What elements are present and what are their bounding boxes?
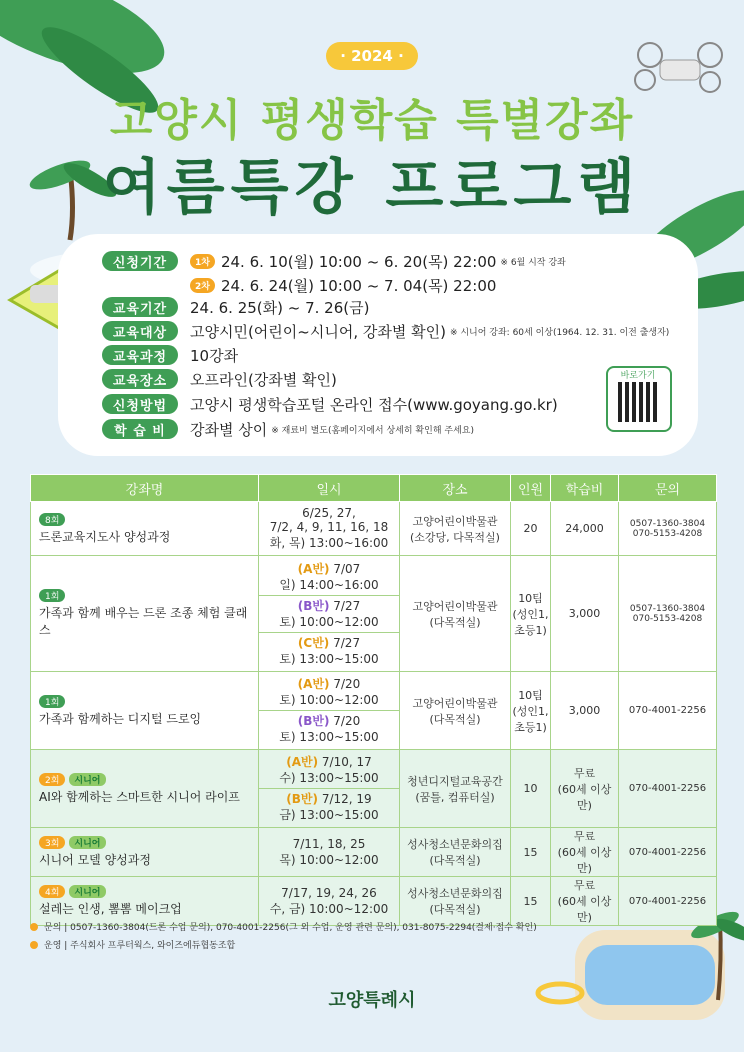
course-value: 10강좌 bbox=[190, 346, 239, 365]
place-row bbox=[102, 368, 337, 390]
col-header-name: 강좌명 bbox=[31, 475, 259, 502]
ban-b-label: (B반) bbox=[297, 598, 330, 613]
fee-cell: 24,000 bbox=[551, 502, 619, 556]
sun-icon bbox=[30, 923, 38, 931]
contact-cell: 0507-1360-3804 070-5153-4208 bbox=[619, 502, 717, 556]
round1-date: 24. 6. 10(월) 10:00 ~ 6. 20(목) 22:00 bbox=[220, 252, 497, 271]
col-header-date: 일시 bbox=[259, 475, 400, 502]
apply-row bbox=[102, 250, 566, 272]
session-b-time: 7/20 토) 13:00~15:00 bbox=[279, 714, 379, 744]
fee-cell: 무료 (60세 이상만) bbox=[551, 828, 619, 877]
place-value: 오프라인(강좌별 확인) bbox=[190, 370, 337, 389]
count-badge: 1회 bbox=[39, 589, 65, 602]
contact-cell: 070-4001-2256 bbox=[619, 877, 717, 926]
round2-tag: 2차 bbox=[190, 278, 215, 293]
target-note: ※ 시니어 강좌: 60세 이상(1964. 12. 31. 이전 출생자) bbox=[449, 327, 670, 338]
course-row bbox=[102, 344, 238, 366]
fee-cell: 3,000 bbox=[551, 672, 619, 750]
sun-icon bbox=[30, 941, 38, 949]
cap-cell: 15 bbox=[511, 828, 551, 877]
footer-inquiry bbox=[30, 920, 537, 933]
session-a bbox=[259, 674, 399, 711]
cap-cell: 10 bbox=[511, 750, 551, 828]
course-cell bbox=[31, 502, 259, 556]
course-cell bbox=[31, 877, 259, 926]
senior-tag: 시니어 bbox=[69, 773, 105, 786]
target-label: 교육대상 bbox=[102, 321, 178, 341]
qr-code-icon[interactable] bbox=[618, 382, 658, 422]
date-cell: 6/25, 27, 7/2, 4, 9, 11, 16, 18 화, 목) 13:00~16:00 bbox=[259, 502, 400, 556]
course-name: AI와 함께하는 스마트한 시니어 라이프 bbox=[39, 789, 240, 804]
session-b bbox=[259, 789, 399, 825]
table-row bbox=[31, 828, 717, 877]
col-header-cap: 인원 bbox=[511, 475, 551, 502]
table-row bbox=[31, 750, 717, 828]
session-b-time: 7/12, 19 금) 13:00~15:00 bbox=[279, 792, 379, 822]
place-cell: 성사청소년문화의집 (다목적실) bbox=[400, 877, 511, 926]
fee-cell: 무료 (60세 이상만) bbox=[551, 877, 619, 926]
course-cell bbox=[31, 672, 259, 750]
date-cell: 7/11, 18, 25 목) 10:00~12:00 bbox=[259, 828, 400, 877]
table-row bbox=[31, 877, 717, 926]
schedule-table bbox=[30, 474, 717, 926]
table-row bbox=[31, 556, 717, 672]
operator-text: 운영 | 주식회사 프루터웍스, 와이즈에듀협동조합 bbox=[44, 941, 236, 951]
table-row bbox=[31, 672, 717, 750]
inquiry-text: 문의 | 0507-1360-3804(드론 수업 문의), 070-4001-2256(그 외 수업, 운영 관련 문의), 031-8075-2294(결제·접수 확인) bbox=[44, 923, 537, 933]
count-badge: 2회 bbox=[39, 773, 65, 786]
table-row bbox=[31, 502, 717, 556]
col-header-fee: 학습비 bbox=[551, 475, 619, 502]
session-a bbox=[259, 559, 399, 596]
period-row bbox=[102, 296, 369, 318]
session-b bbox=[259, 596, 399, 633]
table-header-row bbox=[31, 475, 717, 502]
apply-label: 신청기간 bbox=[102, 251, 178, 271]
course-name: 시니어 모델 양성과정 bbox=[39, 853, 151, 867]
contact-cell: 070-4001-2256 bbox=[619, 828, 717, 877]
course-label: 교육과정 bbox=[102, 345, 178, 365]
ban-b-label: (B반) bbox=[286, 792, 319, 806]
method-value[interactable]: 고양시 평생학습포털 온라인 접수(www.goyang.go.kr) bbox=[190, 395, 558, 414]
round1-note: ※ 6월 시작 강좌 bbox=[500, 257, 566, 268]
goyang-logo: 고양특례시 bbox=[328, 990, 416, 1011]
place-label: 교육장소 bbox=[102, 369, 178, 389]
session-c-time: 7/27 토) 13:00~15:00 bbox=[279, 635, 379, 666]
round2-row bbox=[190, 274, 496, 296]
session-a bbox=[259, 752, 399, 789]
session-a-time: 7/10, 17 수) 13:00~15:00 bbox=[279, 755, 379, 785]
fee-cell: 3,000 bbox=[551, 556, 619, 672]
count-badge: 3회 bbox=[39, 836, 65, 849]
footer-operator bbox=[30, 938, 235, 951]
session-b-time: 7/27 토) 10:00~12:00 bbox=[279, 598, 379, 629]
date-cell: 7/17, 19, 24, 26 수, 금) 10:00~12:00 bbox=[259, 877, 400, 926]
place-cell: 고양어린이박물관 (다목적실) bbox=[400, 556, 511, 672]
contact-cell: 070-4001-2256 bbox=[619, 750, 717, 828]
course-cell bbox=[31, 828, 259, 877]
round1-tag: 1차 bbox=[190, 254, 215, 269]
cap-cell: 20 bbox=[511, 502, 551, 556]
course-cell bbox=[31, 750, 259, 828]
period-value: 24. 6. 25(화) ~ 7. 26(금) bbox=[190, 298, 370, 317]
session-b bbox=[259, 711, 399, 747]
round2-date: 24. 6. 24(월) 10:00 ~ 7. 04(목) 22:00 bbox=[220, 276, 497, 295]
course-name: 설레는 인생, 뽐뽐 메이크업 bbox=[39, 902, 182, 916]
fee-note: ※ 재료비 별도(홈페이지에서 상세히 확인해 주세요) bbox=[271, 425, 474, 436]
fee-label: 학 습 비 bbox=[102, 419, 178, 439]
ban-c-label: (C반) bbox=[297, 635, 330, 650]
cap-cell: 15 bbox=[511, 877, 551, 926]
target-value: 고양시민(어린이~시니어, 강좌별 확인) bbox=[190, 322, 446, 341]
count-badge: 1회 bbox=[39, 695, 65, 708]
cap-cell: 10팀 (성인1, 초등1) bbox=[511, 672, 551, 750]
contact-cell: 070-4001-2256 bbox=[619, 672, 717, 750]
fee-value: 강좌별 상이 bbox=[190, 420, 268, 439]
ban-b-label: (B반) bbox=[297, 714, 330, 728]
fee-cell: 무료 (60세 이상만) bbox=[551, 750, 619, 828]
method-label: 신청방법 bbox=[102, 394, 178, 414]
place-cell: 고양어린이박물관 (다목적실) bbox=[400, 672, 511, 750]
session-a-time: 7/07 일) 14:00~16:00 bbox=[279, 561, 379, 592]
title-line-1: 고양시 평생학습 특별강좌 bbox=[109, 95, 635, 146]
date-cell bbox=[259, 750, 400, 828]
date-cell bbox=[259, 672, 400, 750]
fee-row bbox=[102, 418, 474, 440]
ban-a-label: (A반) bbox=[297, 561, 330, 576]
year-badge: · 2024 · bbox=[326, 42, 418, 70]
period-label: 교육기간 bbox=[102, 297, 178, 317]
course-name: 드론교육지도사 양성과정 bbox=[39, 529, 171, 544]
ban-a-label: (A반) bbox=[286, 755, 319, 769]
senior-tag: 시니어 bbox=[69, 836, 105, 849]
col-header-place: 장소 bbox=[400, 475, 511, 502]
count-badge: 4회 bbox=[39, 885, 65, 898]
course-cell bbox=[31, 556, 259, 672]
ban-a-label: (A반) bbox=[297, 677, 330, 691]
date-cell bbox=[259, 556, 400, 672]
qr-label: 바로가기 bbox=[620, 371, 656, 381]
senior-tag: 시니어 bbox=[69, 885, 105, 898]
session-a-time: 7/20 토) 10:00~12:00 bbox=[279, 677, 379, 707]
place-cell: 고양어린이박물관 (소강당, 다목적실) bbox=[400, 502, 511, 556]
method-row bbox=[102, 393, 558, 415]
place-cell: 청년디지털교육공간 (꿈틀, 컴퓨터실) bbox=[400, 750, 511, 828]
count-badge: 8회 bbox=[39, 513, 65, 526]
session-c bbox=[259, 633, 399, 669]
place-cell: 성사청소년문화의집 (다목적실) bbox=[400, 828, 511, 877]
col-header-contact: 문의 bbox=[619, 475, 717, 502]
course-name: 가족과 함께 배우는 드론 조종 체험 클래스 bbox=[39, 606, 248, 637]
title-line-2: 여름특강 프로그램 bbox=[102, 153, 642, 223]
target-row bbox=[102, 320, 669, 342]
contact-cell: 0507-1360-3804 070-5153-4208 bbox=[619, 556, 717, 672]
cap-cell: 10팀 (성인1, 초등1) bbox=[511, 556, 551, 672]
course-name: 가족과 함께하는 디지털 드로잉 bbox=[39, 711, 202, 726]
